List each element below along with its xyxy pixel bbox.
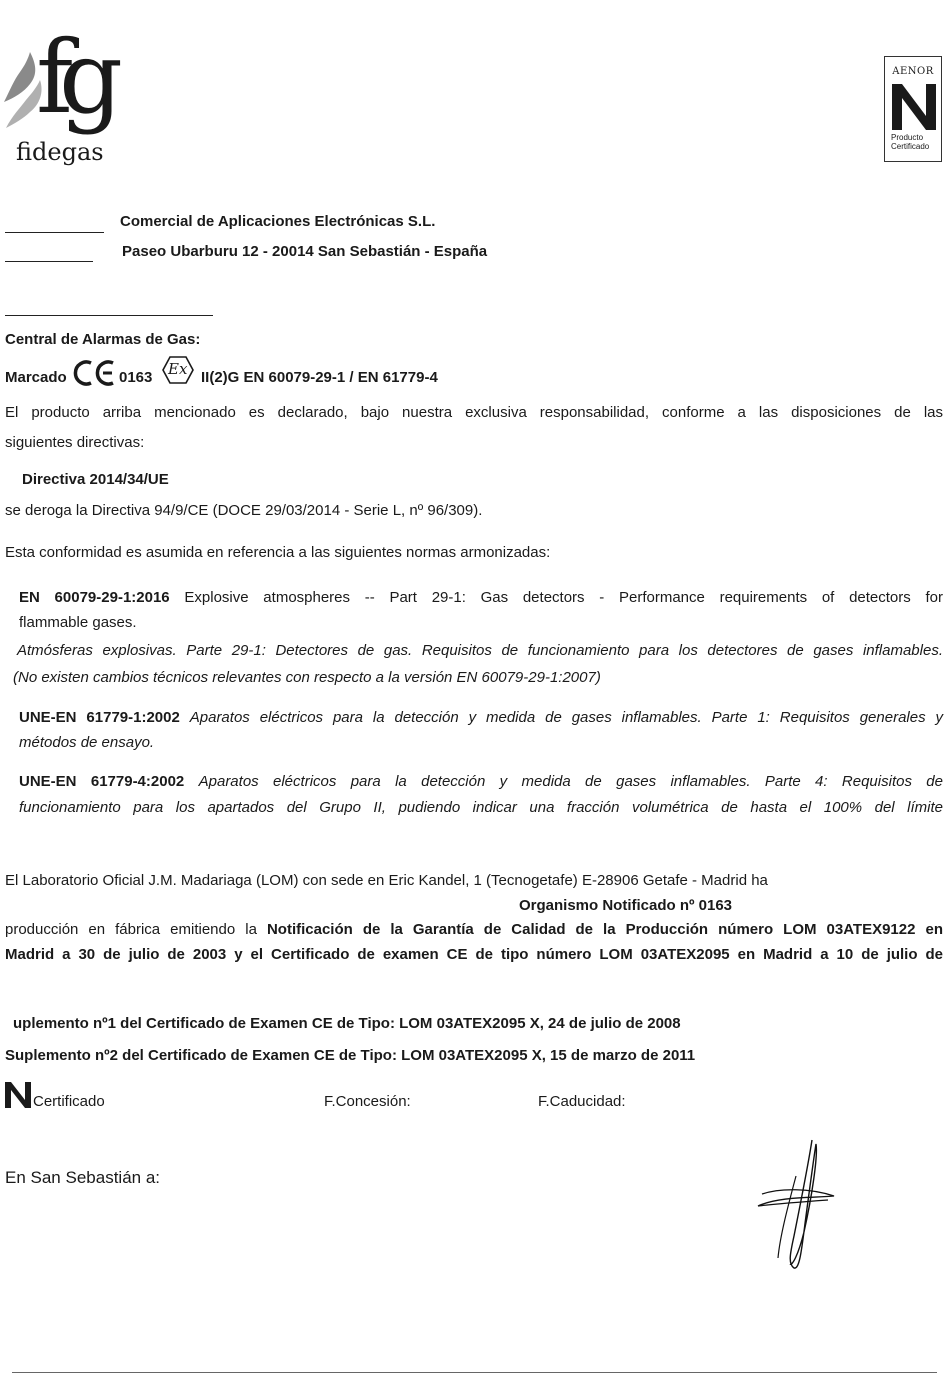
laboratory-text: El Laboratorio Oficial J.M. Madariaga (LOM) con sede en Eric Kandel, 1 (Tecnogetafe) E-28906 Getafe - Madrid ha — [5, 872, 768, 889]
declaration-text: El producto arriba mencionado es declarado, bajo nuestra exclusiva responsabilidad, conforme a las disposiciones de las — [5, 404, 943, 421]
ex-hexagon-icon — [161, 355, 195, 385]
aenor-n-small-icon — [5, 1082, 31, 1108]
quality-notification: Notificación de la Garantía de Calidad de la Producción número LOM 03ATEX9122 en — [266, 921, 943, 938]
logo-mark: fg — [36, 19, 110, 136]
supplement-2: Suplemento nº2 del Certificado de Examen CE de Tipo: LOM 03ATEX2095 X, 15 de marzo de 2011 — [5, 1047, 696, 1064]
expiry-date-label: F.Caducidad: — [538, 1093, 626, 1110]
rule — [5, 315, 213, 316]
notified-number: 0163 — [119, 369, 153, 386]
laboratory-text: producción en fábrica emitiendo la — [5, 921, 257, 938]
standard-note: (No existen cambios técnicos relevantes con respecto a la versión EN 60079-29-1:2007) — [13, 669, 601, 686]
logo-wordmark: fidegas — [16, 138, 104, 166]
ex-symbol: Ex — [168, 360, 188, 378]
standard-description: Explosive atmospheres -- Part 29-1: Gas detectors - Performance requirements of detectors for — [184, 589, 943, 606]
certificate-label: Certificado — [33, 1093, 105, 1110]
standard-description: flammable gases. — [19, 614, 137, 631]
company-name: Comercial de Aplicaciones Electrónicas S.L. — [120, 213, 436, 230]
aenor-n-icon — [892, 84, 936, 130]
directive-title: Directiva 2014/34/UE — [22, 471, 169, 488]
derogation-text: se deroga la Directiva 94/9/CE (DOCE 29/03/2014 - Serie L, nº 96/309). — [5, 502, 483, 519]
harmonized-intro: Esta conformidad es asumida en referencia a las siguientes normas armonizadas: — [5, 544, 551, 561]
standard-description: métodos de ensayo. — [19, 734, 155, 751]
standard-description: Aparatos eléctricos para la detección y medida de gases inflamables. Parte 4: Requisitos de — [198, 773, 943, 790]
standard-translation: Atmósferas explosivas. Parte 29-1: Detectores de gas. Requisitos de funcionamiento para los detectores de gases inflamables. — [17, 642, 943, 659]
standard-code: EN 60079-29-1:2016 — [19, 589, 170, 606]
standards-line: II(2)G EN 60079-29-1 / EN 61779-4 — [201, 369, 438, 386]
standard-code: UNE-EN 61779-4:2002 — [19, 773, 185, 790]
standard-description: funcionamiento para los apartados del Grupo II, pudiendo indicar una fracción volumétrica de hasta el 100% del límite — [19, 799, 943, 816]
company-address: Paseo Ubarburu 12 - 20014 San Sebastián - España — [122, 243, 488, 260]
standard-code: UNE-EN 61779-1:2002 — [19, 709, 180, 726]
place-date-label: En San Sebastián a: — [5, 1168, 161, 1187]
marking-label: Marcado — [5, 369, 67, 386]
notified-body: Organismo Notificado nº 0163 — [519, 897, 733, 914]
rule — [5, 261, 93, 262]
aenor-certification-badge — [884, 56, 942, 162]
signature-image — [750, 1136, 842, 1276]
rule — [5, 232, 104, 233]
footer-rule — [12, 1372, 937, 1373]
standard-description: Aparatos eléctricos para la detección y medida de gases inflamables. Parte 1: Requisitos generales y — [189, 709, 943, 726]
aenor-subtitle-1: Producto — [891, 133, 924, 142]
ce-mark-icon — [73, 359, 117, 387]
certificate-details: Madrid a 30 de julio de 2003 y el Certificado de examen CE de tipo número LOM 03ATEX2095 en Madrid a 10 de julio de — [5, 946, 943, 963]
supplement-1: uplemento nº1 del Certificado de Examen CE de Tipo: LOM 03ATEX2095 X, 24 de julio de 2008 — [13, 1015, 681, 1032]
declaration-text: siguientes directivas: — [5, 434, 145, 451]
aenor-subtitle-2: Certificado — [891, 142, 930, 151]
product-title: Central de Alarmas de Gas: — [5, 331, 201, 348]
aenor-title: AENOR — [892, 66, 934, 77]
concession-date-label: F.Concesión: — [324, 1093, 411, 1110]
